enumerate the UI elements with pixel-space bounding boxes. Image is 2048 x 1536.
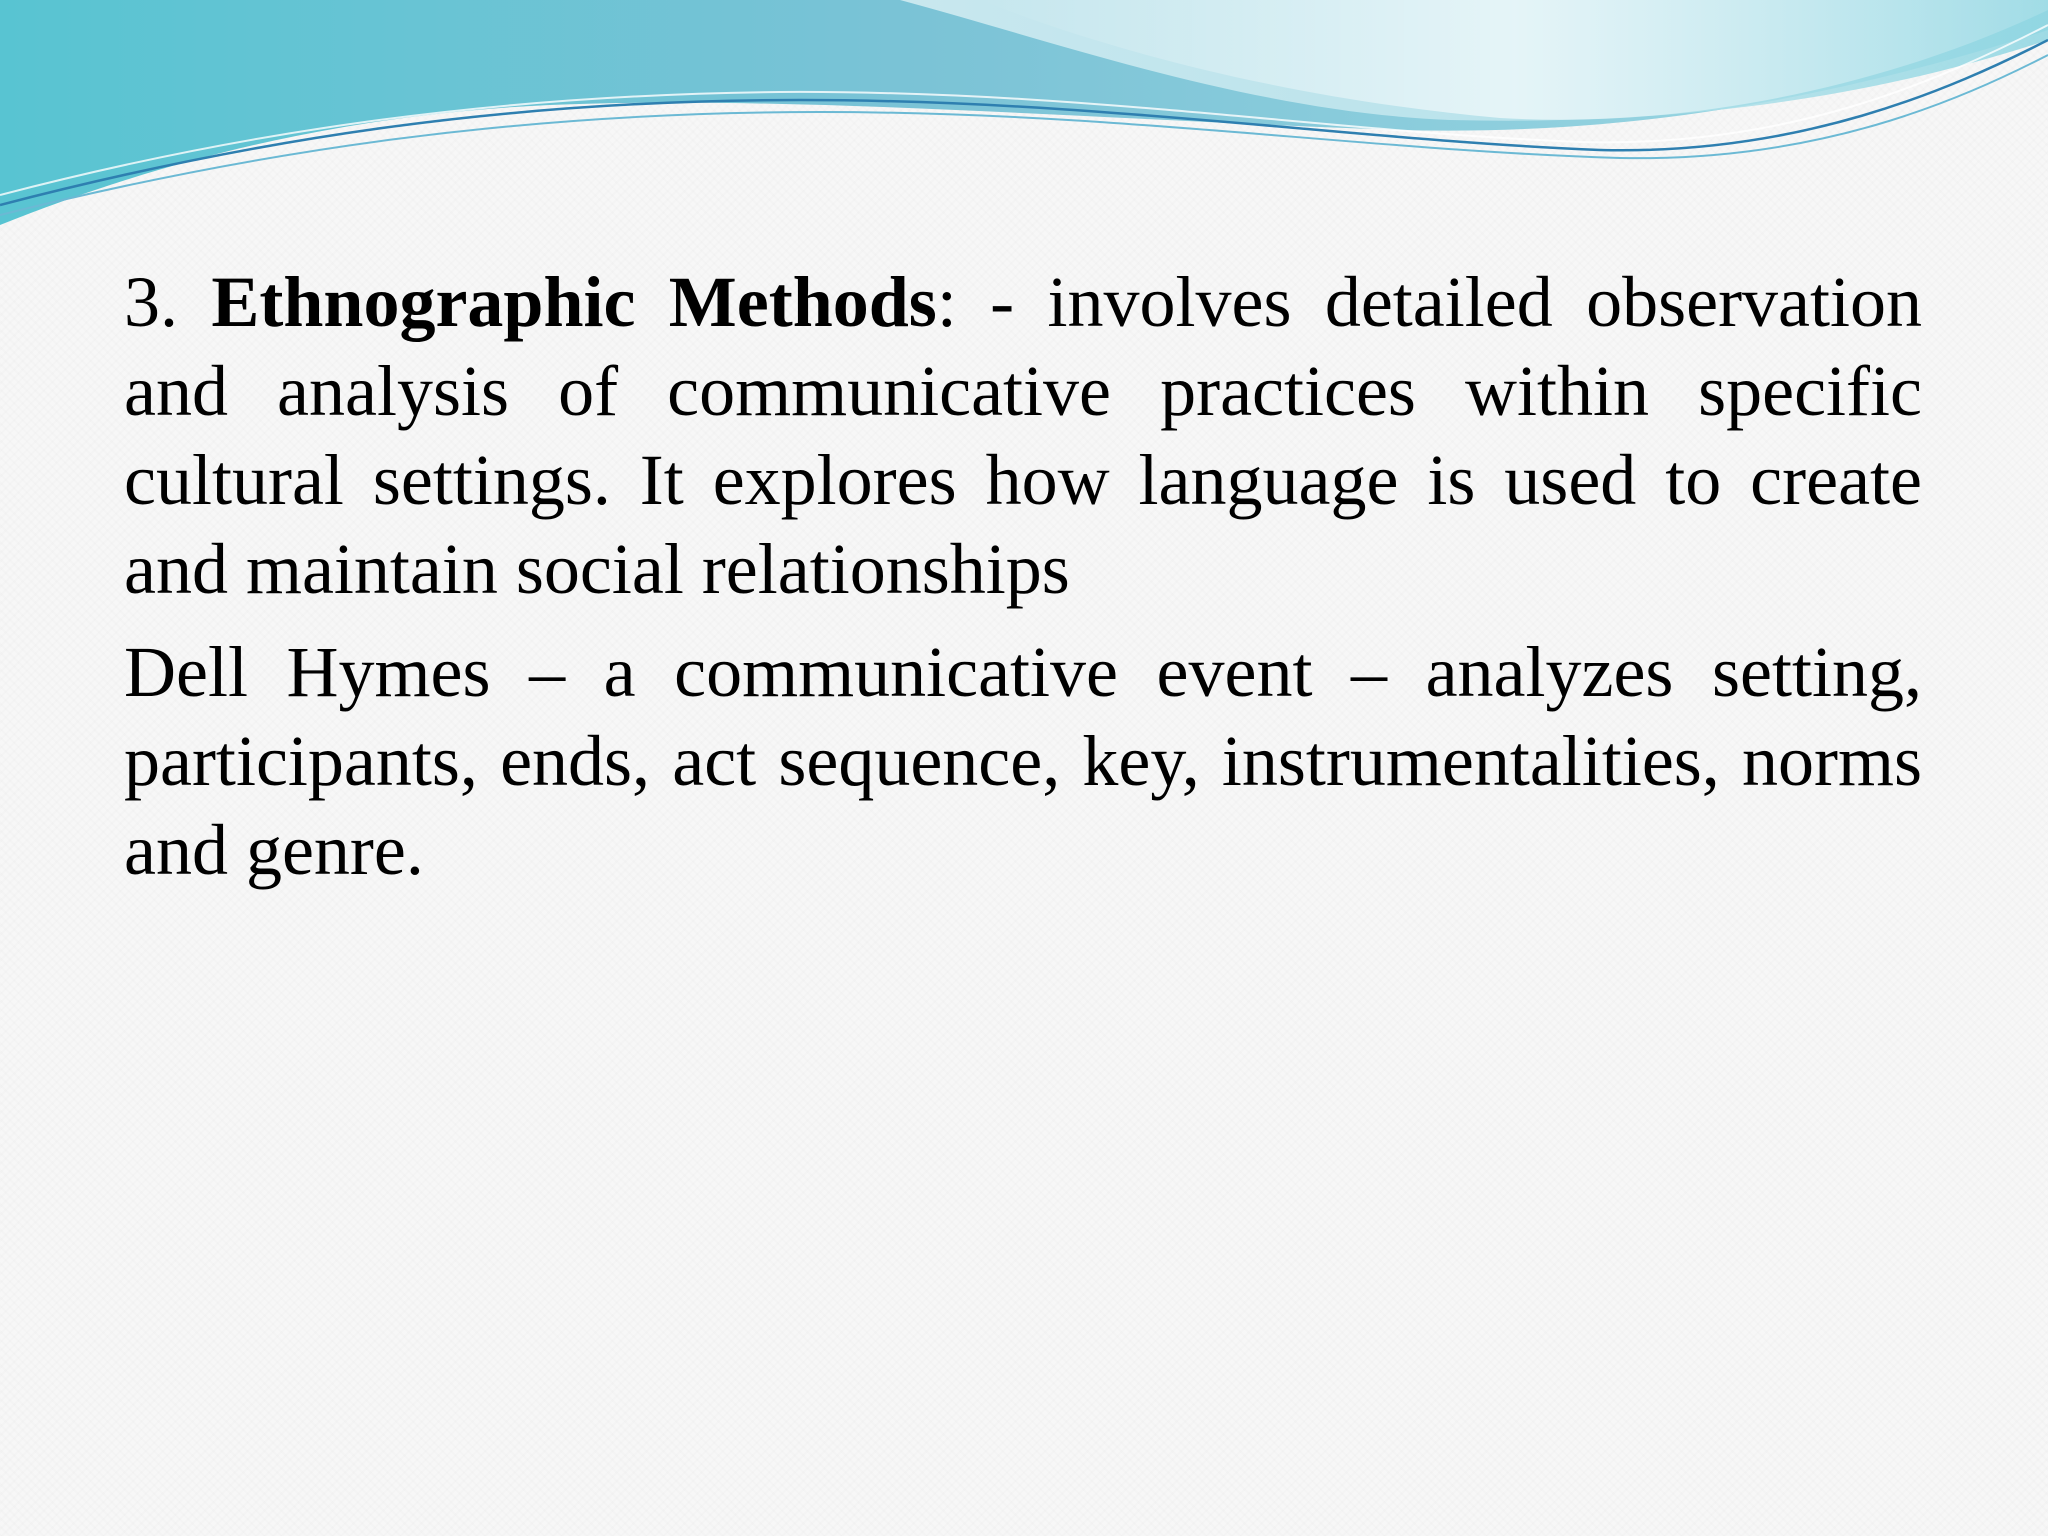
paragraph-text: : - involves detailed observation and analysis of communicative practices within specific cultural settings. It explores how language is used to create and maintain social relationships	[124, 262, 1923, 609]
bold-term: Ethnographic Methods	[211, 262, 937, 342]
slide-body	[124, 258, 1922, 895]
header-wave-decoration	[0, 0, 2048, 240]
paragraph-ethnographic-methods	[124, 258, 1922, 614]
paragraph-number: 3.	[124, 262, 212, 342]
paragraph-dell-hymes: Dell Hymes – a communicative event – analyzes setting, participants, ends, act sequence, key, instrumentalities, norms and genre.	[124, 632, 1922, 890]
